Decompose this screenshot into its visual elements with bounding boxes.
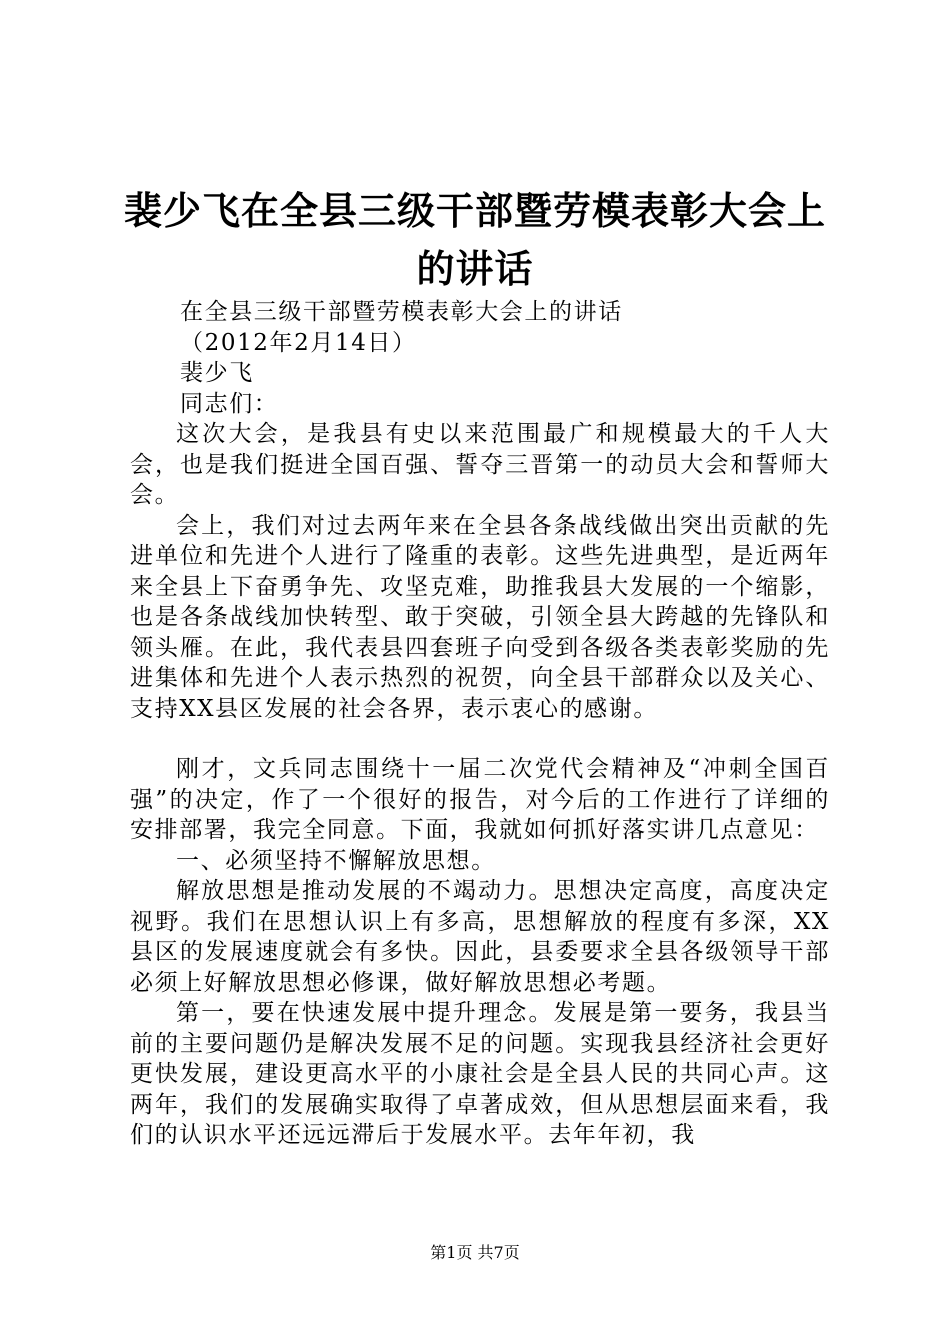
paragraph: 会上，我们对过去两年来在全县各条战线做出突出贡献的先进单位和先进个人进行了隆重的表彰。这些先进典型，是近两年来全县上下奋勇争先、攻坚克难，助推我县大发展的一个缩影，也是各条战线加快转型、敢于突破，引领全县大跨越的先锋队和领头雁。在此，我代表县四套班子向受到各级各类表彰奖励的先进集体和先进个人表示热烈的祝贺，向全县干部群众以及关心、支持XX县区发展的社会各界，表示衷心的感谢。: [130, 512, 830, 722]
document-body: [130, 297, 830, 1151]
document-title: 裴少飞在全县三级干部暨劳模表彰大会上的讲话: [123, 189, 826, 291]
speaker-name: 裴少飞: [180, 360, 254, 386]
subtitle: 在全县三级干部暨劳模表彰大会上的讲话: [180, 299, 623, 325]
page-number: 第1页 共7页: [430, 1243, 520, 1262]
paragraph: 解放思想是推动发展的不竭动力。思想决定高度，高度决定视野。我们在思想认识上有多高，思想解放的程度有多深，XX县区的发展速度就会有多快。因此，县委要求全县各级领导干部必须上好解放思想必修课，做好解放思想必考题。: [130, 878, 830, 996]
paragraph: 这次大会，是我县有史以来范围最广和规模最大的千人大会，也是我们挺进全国百强、誓夺三晋第一的动员大会和誓师大会。: [130, 421, 830, 508]
salutation: 同志们：: [180, 390, 279, 417]
paragraph: 第一，要在快速发展中提升理念。发展是第一要务，我县当前的主要问题仍是解决发展不足的问题。实现我县经济社会更好更快发展，建设更高水平的小康社会是全县人民的共同心声。这两年，我们的发展确实取得了卓著成效，但从思想层面来看，我们的认识水平还远远滞后于发展水平。去年年初，我: [130, 1000, 830, 1148]
speech-date: （2012年2月14日）: [180, 329, 417, 356]
section-heading: 一、必须坚持不懈解放思想。: [176, 847, 496, 874]
paragraph: 刚才，文兵同志围绕十一届二次党代会精神及“冲刺全国百强”的决定，作了一个很好的报告，对今后的工作进行了详细的安排部署，我完全同意。下面，我就如何抓好落实讲几点意见：: [130, 756, 830, 843]
